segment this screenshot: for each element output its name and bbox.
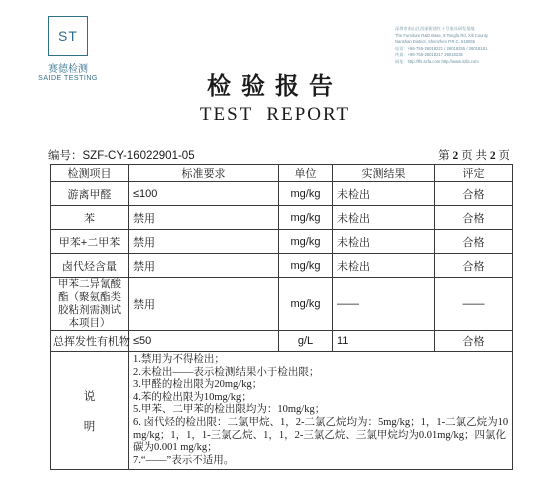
cell-unit: mg/kg: [279, 230, 333, 254]
report-title-en: TEST REPORT: [199, 104, 351, 125]
report-number-label: 编号：: [48, 150, 83, 162]
cell-result: 未检出: [333, 230, 435, 254]
table-row: [51, 182, 513, 206]
logo-mark: [48, 16, 88, 56]
table-header-row: [51, 165, 513, 182]
cell-requirement: ≤100: [129, 182, 279, 206]
cell-rating: ——: [435, 278, 513, 331]
cell-result: 11: [333, 331, 435, 352]
cell-item: 游离甲醛: [51, 182, 129, 206]
table-row: [51, 278, 513, 331]
page-info-text: 页 共: [458, 150, 490, 162]
notes-label-char: 明: [83, 420, 96, 433]
cell-unit: mg/kg: [279, 206, 333, 230]
cell-item: 苯: [51, 206, 129, 230]
contact-line: 电话：+86-755-26018221 / 26018255 / 26018181: [395, 45, 488, 51]
table-row: [51, 331, 513, 352]
notes-content: [129, 352, 513, 470]
contact-line: 深圳市南山区西丽街道红十号家具研发基地: [395, 26, 475, 31]
test-results-table: [50, 164, 513, 470]
cell-rating: 合格: [435, 206, 513, 230]
lab-name-cn: 赛德检测: [48, 64, 88, 75]
cell-unit: mg/kg: [279, 182, 333, 206]
table-row: [51, 206, 513, 230]
notes-label-char: 说: [83, 390, 96, 403]
report-number-value: SZF-CY-16022901-05: [82, 150, 195, 162]
page-current: 2: [452, 150, 459, 162]
col-header-rating: 评定: [435, 165, 513, 182]
lab-contact-block: [395, 26, 545, 66]
cell-rating: 合格: [435, 254, 513, 278]
note-line: 3.甲醛的检出限为20mg/kg；: [133, 379, 263, 391]
cell-result: ——: [333, 278, 435, 331]
cell-unit: g/L: [279, 331, 333, 352]
note-line: 2.未检出——表示检测结果小于检出限；: [133, 366, 320, 378]
logo-letters: ST: [58, 28, 78, 44]
contact-line: Nanshan District, Shenzhen P.R.C. 518055: [395, 39, 475, 45]
cell-requirement: 禁用: [129, 230, 279, 254]
report-title-cn: 检验报告: [207, 74, 343, 100]
col-header-unit: 单位: [279, 165, 333, 182]
report-number: [48, 147, 195, 163]
cell-rating: 合格: [435, 331, 513, 352]
cell-unit: mg/kg: [279, 278, 333, 331]
note-line: 4.苯的检出限为10mg/kg；: [133, 391, 252, 403]
cell-unit: mg/kg: [279, 254, 333, 278]
cell-requirement: 禁用: [129, 254, 279, 278]
cell-result: 未检出: [333, 206, 435, 230]
col-header-item: 检测项目: [51, 165, 129, 182]
cell-item: 卤代烃含量: [51, 254, 129, 278]
col-header-result: 实测结果: [333, 165, 435, 182]
cell-requirement: 禁用: [129, 206, 279, 230]
contact-line: 网址：http://ffs.szfa.com http://www.szfa.com: [395, 58, 479, 64]
col-header-requirement: 标准要求: [129, 165, 279, 182]
cell-result: 未检出: [333, 182, 435, 206]
cell-requirement: 禁用: [129, 278, 279, 331]
cell-item: 甲苯+二甲苯: [51, 230, 129, 254]
cell-item: 总挥发性有机物: [51, 331, 129, 352]
note-line: mg/kg；1，1，1-三氯乙烷、1，1，2-三氯乙烷、三氯甲烷均为0.01mg/kg；四氯化: [133, 429, 507, 441]
note-line: 5.甲苯、二甲苯的检出限均为：10mg/kg；: [133, 404, 326, 416]
cell-result: 未检出: [333, 254, 435, 278]
contact-line: The Furniture R&D Base, 8 Tongfa Rd, Xili County: [395, 32, 489, 38]
cell-rating: 合格: [435, 182, 513, 206]
cell-rating: 合格: [435, 230, 513, 254]
page-info-text: 页: [495, 150, 510, 162]
notes-row: [51, 352, 513, 470]
table-row: [51, 254, 513, 278]
note-line: 7.“——”表示不适用。: [133, 454, 235, 466]
note-line: 碳为0.001 mg/kg；: [133, 442, 218, 454]
note-line: 1.禁用为不得检出；: [133, 354, 225, 365]
cell-item: 甲苯二异氰酸酯（聚氨酯类胶粘剂需测试本项目）: [51, 278, 129, 331]
note-line: 6. 卤代烃的检出限：二氯甲烷、1，2-二氯乙烷均为：5mg/kg；1，1-二氯乙烷为10: [133, 416, 509, 428]
page-info-text: 第: [438, 150, 453, 162]
cell-requirement: ≤50: [129, 331, 279, 352]
notes-label: [51, 352, 129, 470]
page-total: 2: [489, 150, 496, 162]
contact-line: 传真：+86-755-26018217 26018235: [395, 52, 463, 58]
lab-name-en: SAIDE TESTING: [38, 75, 98, 82]
page-info: [438, 147, 510, 163]
table-row: [51, 230, 513, 254]
